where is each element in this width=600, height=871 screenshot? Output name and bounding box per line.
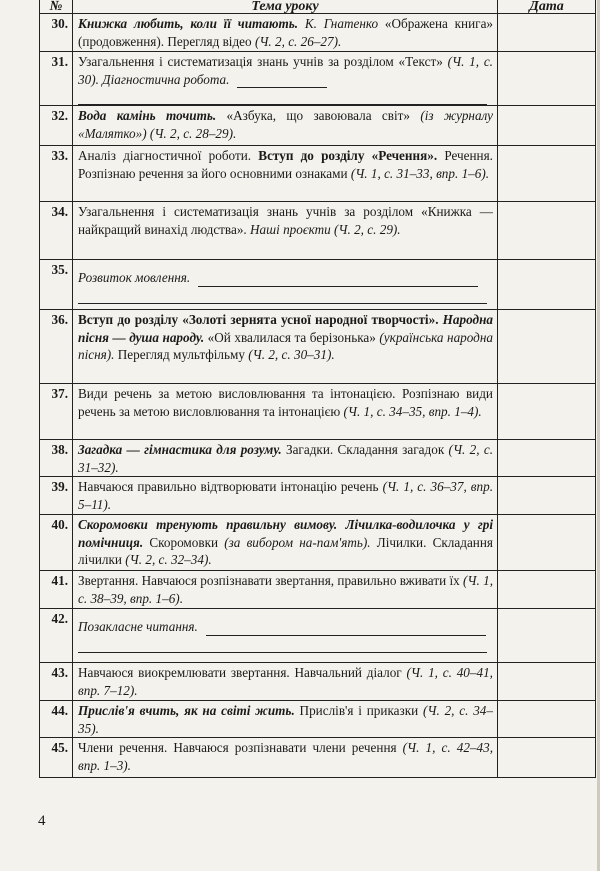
lesson-number: 35.: [40, 260, 73, 310]
lesson-topic: [73, 384, 498, 440]
lesson-topic: [73, 663, 498, 701]
topic-fragment: Навчаюся правильно відтворювати інтонацію речень: [78, 479, 383, 494]
table-row: [40, 106, 596, 146]
topic-fragment: Узагальнення і систематизація знань учнів за розділом «Текст»: [78, 54, 448, 69]
date-cell: [498, 260, 596, 310]
lesson-topic: [73, 440, 498, 477]
date-cell: [498, 202, 596, 260]
topic-fragment: Вступ до розділу «Речення».: [258, 148, 438, 163]
topic-fragment: Звертання. Навчаюся розпізнавати звертання, правильно вживати їх: [78, 573, 464, 588]
table-row: [40, 202, 596, 260]
lesson-number: 44.: [40, 701, 73, 738]
header-topic: Тема уроку: [73, 0, 498, 14]
lesson-topic: [73, 310, 498, 384]
topic-fragment: Позакласне читання.: [78, 619, 198, 634]
lesson-number: 32.: [40, 106, 73, 146]
topic-text: [78, 148, 493, 181]
topic-fragment: (Ч. 1, с. 34–35, впр. 1–4).: [343, 403, 482, 419]
lesson-number: 33.: [40, 146, 73, 202]
table-row: [40, 146, 596, 202]
lesson-topic: [73, 515, 498, 571]
lesson-topic: [73, 477, 498, 515]
topic-fragment: (Ч. 2, с. 32–34).: [125, 552, 212, 567]
blank-line: [206, 622, 486, 636]
topic-fragment: «Азбука, що завоювала світ»: [216, 108, 421, 123]
topic-fragment: Вступ до розділу «Золоті зернята усної народної творчості».: [78, 312, 439, 327]
lesson-number: 42.: [40, 609, 73, 663]
lesson-topic: [73, 701, 498, 738]
topic-fragment: К. Гнатенко: [304, 16, 379, 31]
lesson-topic: [73, 52, 498, 106]
lesson-topic: [73, 106, 498, 146]
date-cell: [498, 609, 596, 663]
lesson-topic: [73, 738, 498, 778]
topic-fragment: Перегляд мультфільму: [114, 347, 249, 362]
topic-text: [78, 665, 493, 698]
lesson-topic: [73, 260, 498, 310]
table-row: [40, 609, 596, 663]
table-row: [40, 663, 596, 701]
topic-fragment: (Ч. 2, с. 31–32).: [78, 442, 493, 475]
date-cell: [498, 52, 596, 106]
topic-text: [78, 108, 493, 141]
date-cell: [498, 14, 596, 52]
blank-line: [78, 638, 487, 653]
topic-fragment: Речення. Розпізнаю речення за його основними ознаками: [78, 148, 493, 181]
lesson-rows: [40, 14, 596, 778]
topic-fragment: Прислів'я і приказки: [294, 703, 423, 718]
table-row: [40, 52, 596, 106]
topic-text: [78, 517, 493, 567]
topic-fragment: [298, 16, 305, 31]
date-cell: [498, 701, 596, 738]
topic-fragment: (Ч. 2, с. 30–31).: [248, 347, 335, 362]
lesson-number: 37.: [40, 384, 73, 440]
topic-text: [78, 703, 493, 736]
lesson-number: 36.: [40, 310, 73, 384]
blank-line: [78, 289, 487, 304]
table-row: [40, 384, 596, 440]
topic-fragment: Узагальнення і систематизація знань учнів за розділом «Книжка — найкращий винахід людства».: [78, 204, 493, 237]
date-cell: [498, 106, 596, 146]
topic-fragment: (Ч. 2, с. 26–27).: [254, 33, 342, 49]
topic-text: [78, 573, 493, 606]
date-cell: [498, 515, 596, 571]
header-date: Дата: [498, 0, 596, 14]
topic-fragment: Лічилки. Складання лічилки: [78, 534, 493, 567]
table-row: [40, 738, 596, 778]
topic-fragment: (Ч. 1, с. 36–37, впр. 5–11).: [78, 479, 493, 512]
topic-fragment: Навчаюся виокремлювати звертання. Навчальний діалог: [78, 665, 407, 680]
topic-fragment: (Ч. 1, с. 30). Діагностична робота.: [78, 54, 493, 87]
topic-fragment: (Ч. 2, с. 29).: [334, 221, 401, 237]
lesson-topic: [73, 146, 498, 202]
table-row: [40, 571, 596, 609]
lesson-number: 41.: [40, 571, 73, 609]
blank-line: [78, 90, 487, 105]
date-cell: [498, 477, 596, 515]
topic-text: [78, 479, 493, 512]
topic-text: [78, 442, 493, 475]
date-cell: [498, 571, 596, 609]
date-cell: [498, 146, 596, 202]
topic-fragment: Розвиток мовлення.: [78, 270, 191, 285]
table-row: [40, 515, 596, 571]
table-row: [40, 260, 596, 310]
table-row: [40, 701, 596, 738]
topic-fragment: Народна пісня — душа народу.: [78, 312, 493, 345]
topic-fragment: (із журналу «Малятко») (Ч. 2, с. 28–29).: [78, 108, 493, 141]
topic-fragment: (українська народна пісня).: [78, 329, 493, 362]
date-cell: [498, 384, 596, 440]
topic-fragment: Члени речення. Навчаюся розпізнавати члени речення: [78, 740, 403, 755]
date-cell: [498, 738, 596, 778]
topic-text: [78, 740, 493, 773]
lesson-topic: [73, 571, 498, 609]
topic-text: [78, 619, 198, 634]
spacer: [78, 610, 493, 618]
topic-fragment: (Ч. 1, с. 42–43, впр. 1–3).: [78, 740, 493, 773]
blank-line: [237, 74, 327, 88]
lesson-number: 45.: [40, 738, 73, 778]
topic-fragment: Загадки. Складання загадок: [281, 442, 449, 457]
lesson-number: 43.: [40, 663, 73, 701]
date-cell: [498, 310, 596, 384]
lesson-number: 39.: [40, 477, 73, 515]
topic-fragment: «Ой хвалилася та берізонька»: [204, 329, 380, 345]
table-header-row: [40, 0, 596, 14]
topic-text: [78, 312, 493, 362]
table-row: [40, 310, 596, 384]
lesson-number: 30.: [40, 14, 73, 52]
spacer: [78, 261, 493, 269]
topic-fragment: Книжка любить, коли її читають.: [78, 16, 299, 31]
header-num: №: [40, 0, 73, 14]
table-row: [40, 477, 596, 515]
topic-fragment: Скоромовки тренують правильну вимову. Лічилка-водилочка у грі помічниця.: [78, 517, 493, 550]
lesson-number: 40.: [40, 515, 73, 571]
topic-fragment: Наші проєкти: [250, 221, 331, 237]
lesson-plan-table: [39, 0, 596, 778]
topic-fragment: Загадка — гімнастика для розуму.: [78, 442, 282, 457]
topic-fragment: Аналіз діагностичної роботи.: [78, 148, 259, 163]
table-row: [40, 440, 596, 477]
table-row: [40, 14, 596, 52]
date-cell: [498, 440, 596, 477]
lesson-topic: [73, 202, 498, 260]
topic-text: [78, 386, 493, 419]
topic-fragment: (Ч. 1, с. 40–41, впр. 7–12).: [78, 665, 493, 698]
topic-fragment: Види речень за метою висловлювання та інтонацією. Розпізнаю види речень за метою висловлювання та інтонацією: [78, 386, 493, 419]
lesson-number: 38.: [40, 440, 73, 477]
lesson-topic: [73, 14, 498, 52]
topic-fragment: Скоромовки: [143, 534, 225, 550]
topic-text: [78, 16, 493, 49]
topic-fragment: (Ч. 2, с. 34–35).: [78, 703, 493, 736]
lesson-topic: [73, 609, 498, 663]
topic-fragment: «Ображена книга» (продовження). Перегляд відео: [78, 16, 494, 49]
blank-line: [198, 273, 478, 287]
topic-fragment: (Ч. 1, с. 38–39, впр. 1–6).: [78, 573, 494, 606]
page-number: 4: [38, 813, 46, 829]
topic-fragment: (за вибором на-пам'ять).: [224, 534, 371, 550]
topic-fragment: Вода камінь точить.: [78, 108, 217, 123]
date-cell: [498, 663, 596, 701]
topic-text: [78, 270, 190, 285]
lesson-number: 31.: [40, 52, 73, 106]
topic-text: [78, 204, 493, 237]
lesson-number: 34.: [40, 202, 73, 260]
topic-fragment: Прислів'я вчить, як на світі жить.: [78, 703, 295, 718]
topic-fragment: (Ч. 1, с. 31–33, впр. 1–6).: [350, 165, 490, 181]
